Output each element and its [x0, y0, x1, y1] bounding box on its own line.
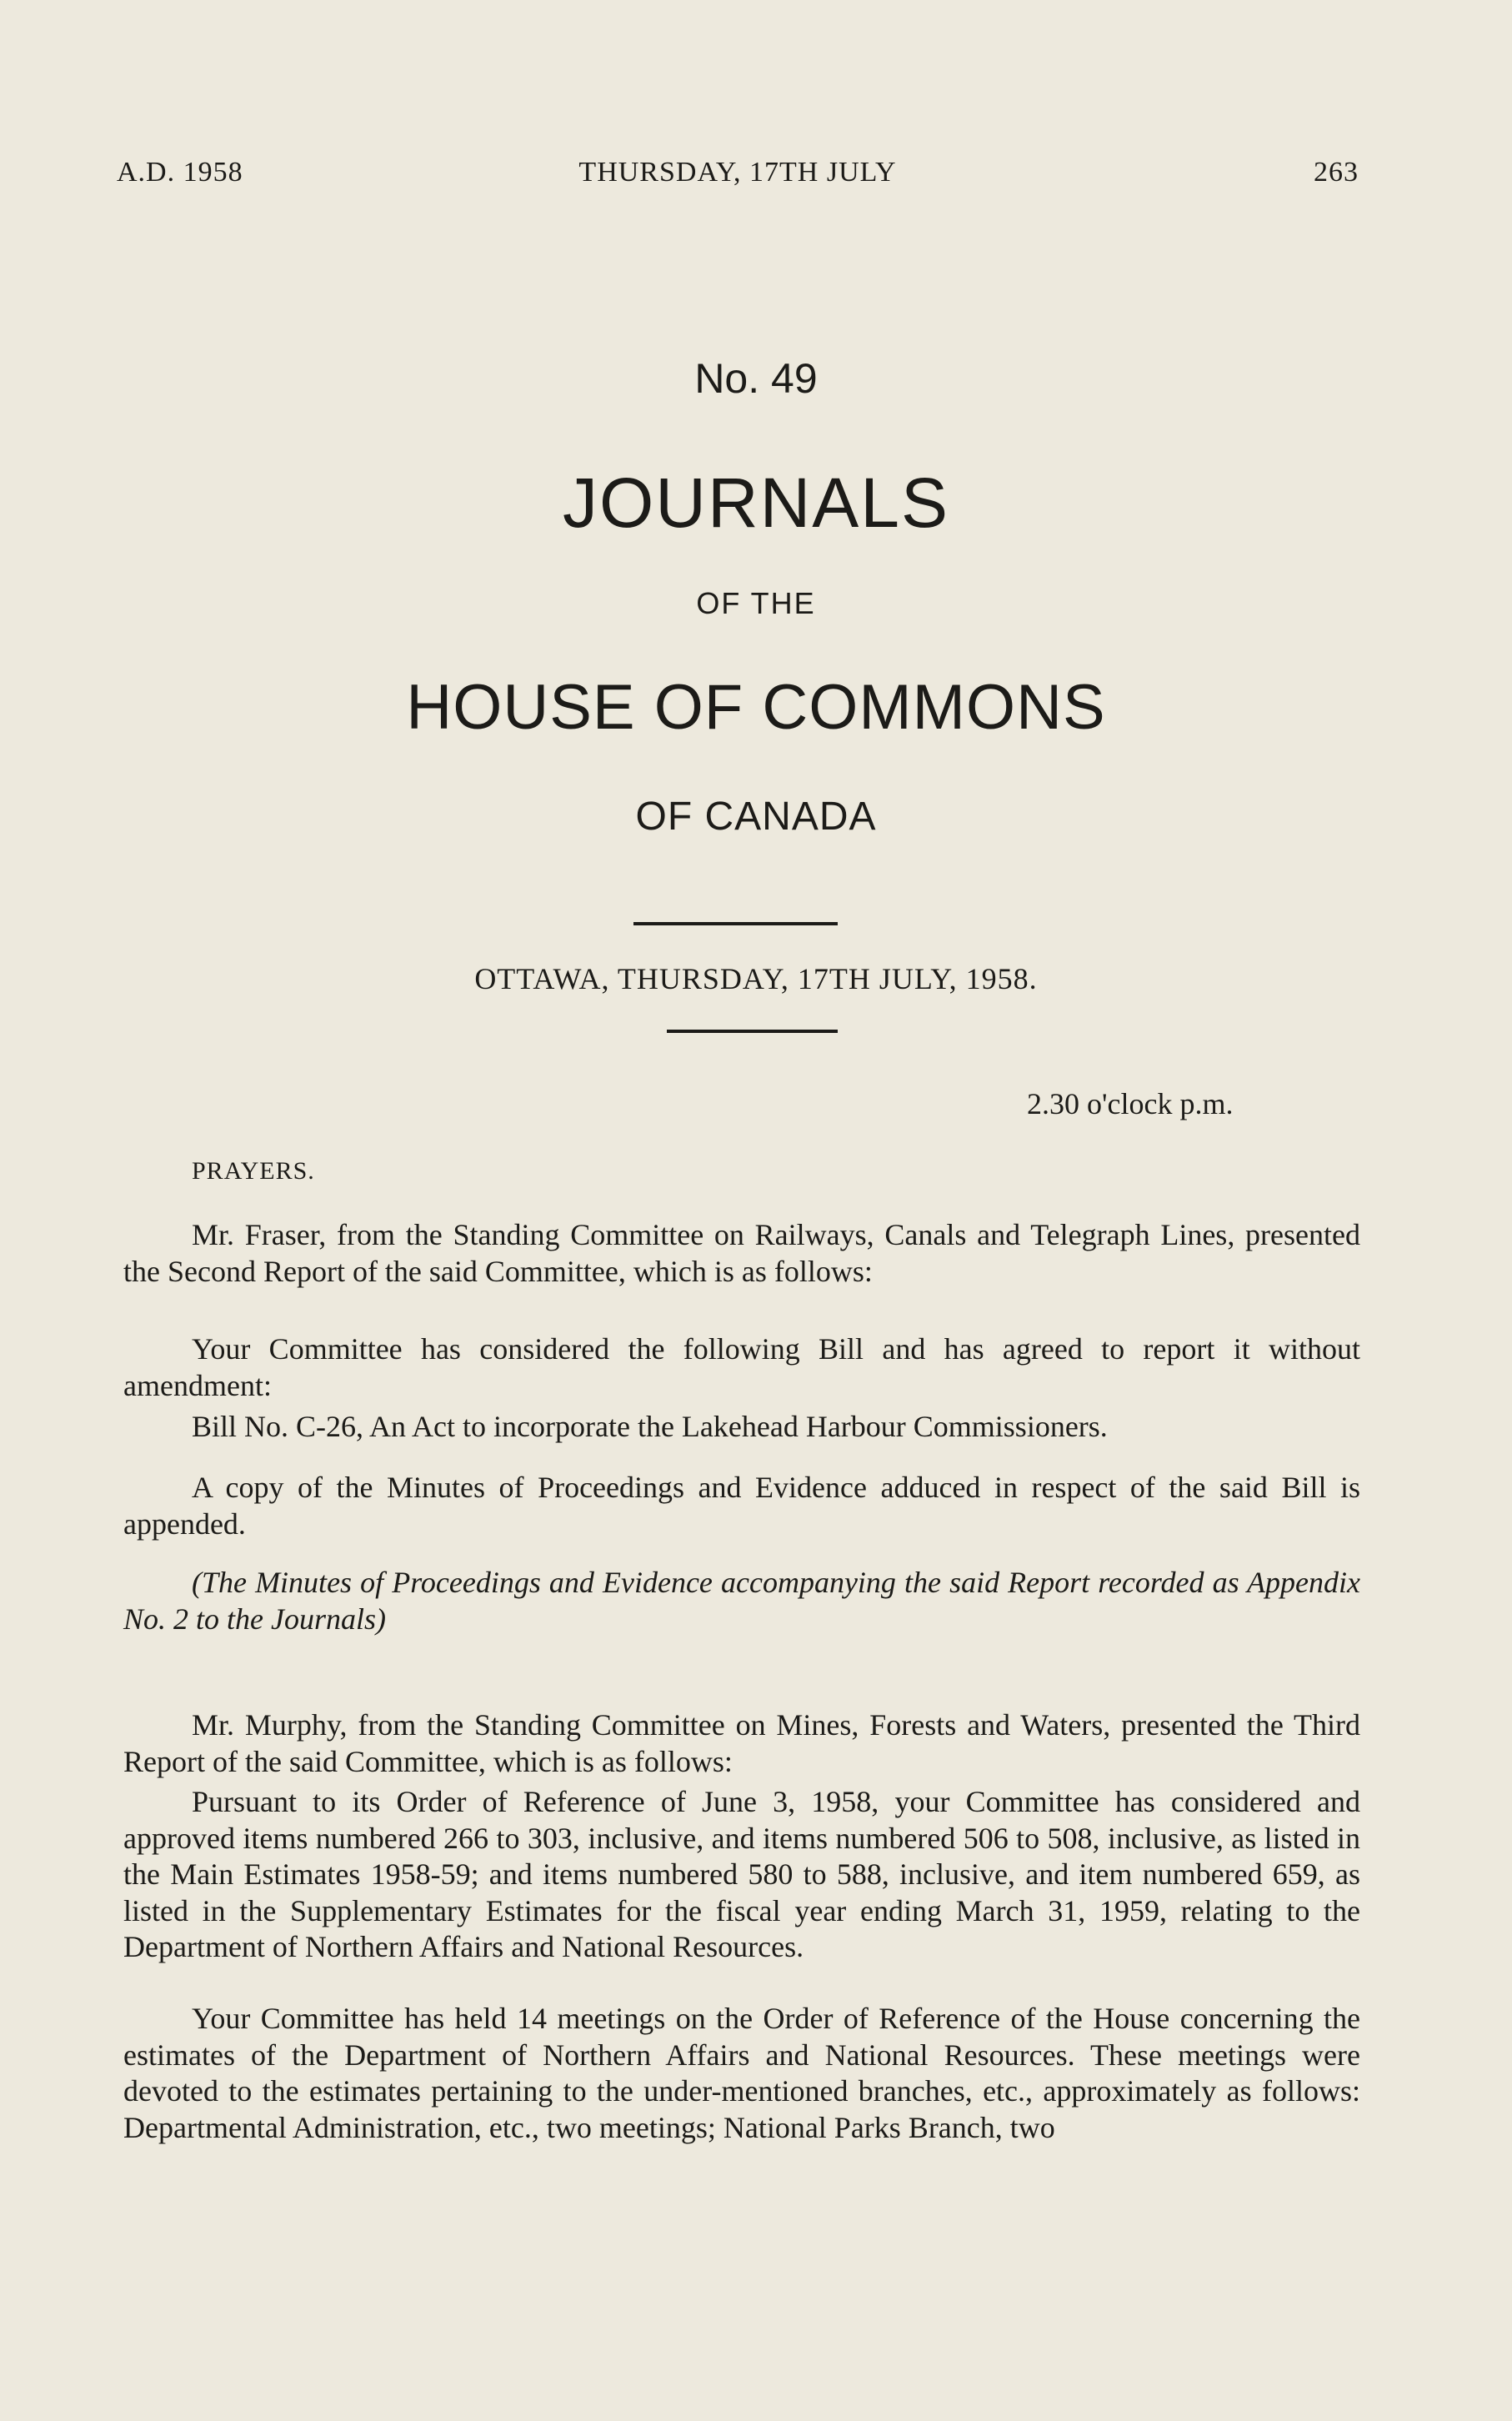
running-head-date: THURSDAY, 17TH JULY — [578, 157, 897, 188]
divider-rule — [667, 1030, 838, 1033]
paragraph-text: Mr. Fraser, from the Standing Committee on Railways, Canals and Telegraph Lines, presented the Second Report of the said Committee, which is as follows: — [123, 1218, 1360, 1288]
paragraph-text: (The Minutes of Proceedings and Evidence accompanying the said Report recorded as Appendix No. 2 to the Journals) — [123, 1566, 1360, 1636]
paragraph-text: Bill No. C-26, An Act to incorporate the Lakehead Harbour Commissioners. — [192, 1410, 1108, 1443]
dateline: OTTAWA, THURSDAY, 17TH JULY, 1958. — [474, 962, 1038, 995]
masthead-of-the: OF THE — [696, 586, 816, 620]
sitting-time: 2.30 o'clock p.m. — [1027, 1087, 1234, 1120]
paragraph-text: Your Committee has considered the following Bill and has agreed to report it without amendment: — [123, 1332, 1360, 1402]
running-head-year: A.D. 1958 — [117, 157, 243, 188]
paragraph-text: Pursuant to its Order of Reference of June 3, 1958, your Committee has considered and approved items numbered 266 to 303, inclusive, and items numbered 506 to 508, inclusive, as listed in the Main Estimates 1958-59; and items numbered 580 to 588, inclusive, and item numbered 659, as listed in the Supplementary Estimates for the fiscal year ending March 31, 1959, relating to the Department of Northern Affairs and National Resources. — [123, 1785, 1360, 1963]
paragraph — [123, 1784, 1360, 1966]
masthead-journals: JOURNALS — [562, 464, 950, 542]
page-number: 263 — [1314, 157, 1359, 188]
masthead-of-canada: OF CANADA — [635, 794, 877, 839]
paragraph — [123, 2001, 1360, 2146]
divider-rule — [633, 922, 838, 925]
paragraph — [123, 1409, 1360, 1446]
masthead-house: HOUSE OF COMMONS — [406, 672, 1106, 743]
paragraph — [123, 1707, 1360, 1780]
paragraph-text: Your Committee has held 14 meetings on the Order of Reference of the House concerning the estimates of the Department of Northern Affairs and National Resources. These meetings were devoted to the estimates pertaining to the under-mentioned branches, etc., approximately as follows: Departmental Administration, etc., two meetings; National Parks Branch, two — [123, 2002, 1360, 2144]
paragraph-text: A copy of the Minutes of Proceedings and Evidence adduced in respect of the said Bill is appended. — [123, 1471, 1360, 1541]
paragraph-text: Mr. Murphy, from the Standing Committee on Mines, Forests and Waters, presented the Third Report of the said Committee, which is as follows: — [123, 1708, 1360, 1778]
paragraph — [123, 1470, 1360, 1542]
appendix-note — [123, 1565, 1360, 1637]
paragraph — [123, 1331, 1360, 1404]
paragraph — [123, 1217, 1360, 1290]
issue-number: No. 49 — [694, 355, 818, 402]
prayers-heading: PRAYERS. — [192, 1157, 315, 1185]
